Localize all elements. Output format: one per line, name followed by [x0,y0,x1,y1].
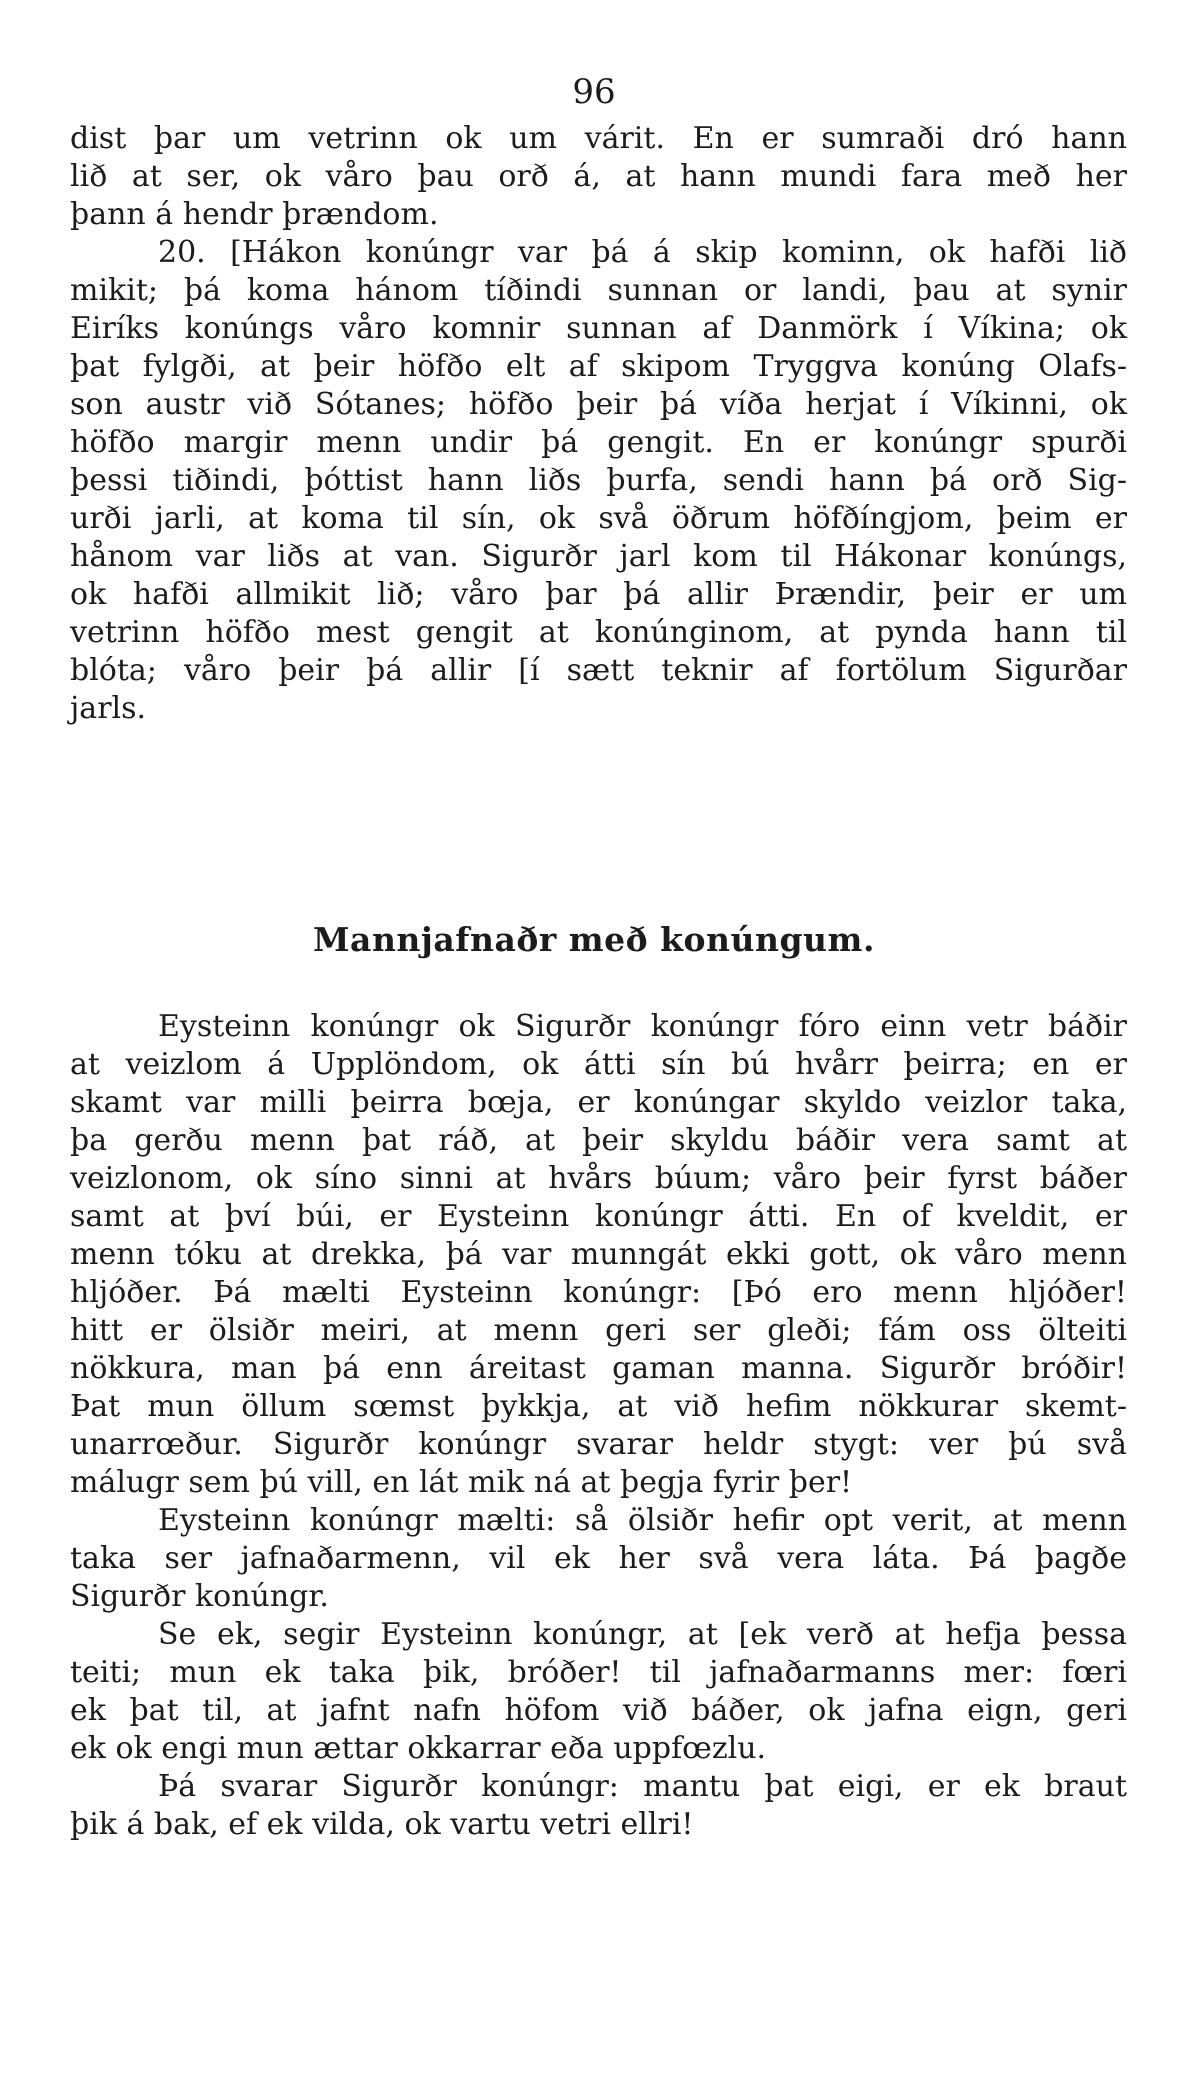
text-line: nökkura, man þá enn áreitast gaman manna. Sigurðr bróðir! [70,1351,1127,1386]
text-line: Þat mun öllum sœmst þykkja, at við hefim nökkurar skemt- [70,1389,1127,1424]
text-line: hånom var liðs at van. Sigurðr jarl kom til Hákonar konúngs, [70,539,1127,574]
text-line: ek þat til, at jafnt nafn höfom við báðer, ok jafna eign, geri [70,1693,1127,1728]
text-line: ok hafði allmikit lið; våro þar þá allir Þrændir, þeir er um [70,577,1127,612]
text-line: urði jarli, at koma til sín, ok svå öðrum höfðíngjom, þeim er [70,501,1127,536]
text-line: þa gerðu menn þat ráð, at þeir skyldu báðir vera samt at [70,1123,1127,1158]
text-line: þat fylgði, at þeir höfðo elt af skipom Tryggva konúng Olafs- [70,349,1127,384]
text-line: Eiríks konúngs våro komnir sunnan af Danmörk í Víkina; ok [70,311,1127,346]
text-line: hitt er ölsiðr meiri, at menn geri ser gleði; fám oss ölteiti [70,1313,1127,1348]
text-line: menn tóku at drekka, þá var munngát ekki gott, ok våro menn [70,1237,1127,1272]
text-line: unarrœður. Sigurðr konúngr svarar heldr stygt: ver þú svå [70,1427,1127,1462]
text-line: Sigurðr konúngr. [70,1579,329,1614]
text-line: mikit; þá koma hánom tíðindi sunnan or landi, þau at synir [70,273,1127,308]
text-line: samt at því búi, er Eysteinn konúngr átti. En of kveldit, er [70,1199,1127,1234]
text-line: þann á hendr þrændom. [70,197,439,232]
text-line: taka ser jafnaðarmenn, vil ek her svå vera láta. Þá þagðe [70,1541,1127,1576]
text-line: ek ok engi mun ættar okkarrar eða uppfœzlu. [70,1731,767,1766]
text-line: þessi tiðindi, þóttist hann liðs þurfa, sendi hann þá orð Sig- [70,463,1127,498]
text-line: blóta; våro þeir þá allir [í sætt teknir af fortölum Sigurðar [70,653,1127,688]
text-line: skamt var milli þeirra bœja, er konúngar skyldo veizlor taka, [70,1085,1127,1120]
text-line: teiti; mun ek taka þik, bróðer! til jafnaðarmanns mer: fœri [70,1655,1127,1690]
text-line: hljóðer. Þá mælti Eysteinn konúngr: [Þó ero menn hljóðer! [70,1275,1127,1310]
section-heading: Mannjafnaðr með konúngum. [313,920,875,959]
text-line: at veizlom á Upplöndom, ok átti sín bú hvårr þeirra; en er [70,1047,1127,1082]
text-line: Eysteinn konúngr ok Sigurðr konúngr fóro einn vetr báðir [158,1009,1127,1044]
page-number: 96 [572,72,616,112]
text-line: jarls. [70,691,147,726]
text-line: vetrinn höfðo mest gengit at konúnginom, at pynda hann til [70,615,1127,650]
text-line: veizlonom, ok síno sinni at hvårs búum; våro þeir fyrst báðer [70,1161,1127,1196]
text-line: dist þar um vetrinn ok um várit. En er sumraði dró hann [70,121,1127,156]
text-line: Eysteinn konúngr mælti: så ölsiðr hefir opt verit, at menn [158,1503,1127,1538]
text-line: lið at ser, ok våro þau orð á, at hann mundi fara með her [70,159,1127,194]
text-line: Þá svarar Sigurðr konúngr: mantu þat eigi, er ek braut [158,1769,1127,1804]
text-line: höfðo margir menn undir þá gengit. En er konúngr spurði [70,425,1127,460]
text-line: Se ek, segir Eysteinn konúngr, at [ek verð at hefja þessa [158,1617,1127,1652]
text-line: málugr sem þú vill, en lát mik ná at þegja fyrir þer! [70,1465,853,1500]
text-line: þik á bak, ef ek vilda, ok vartu vetri ellri! [70,1807,694,1842]
text-line: 20. [Hákon konúngr var þá á skip kominn, ok hafði lið [158,235,1127,270]
text-line: son austr við Sótanes; höfðo þeir þá víða herjat í Víkinni, ok [70,387,1127,422]
